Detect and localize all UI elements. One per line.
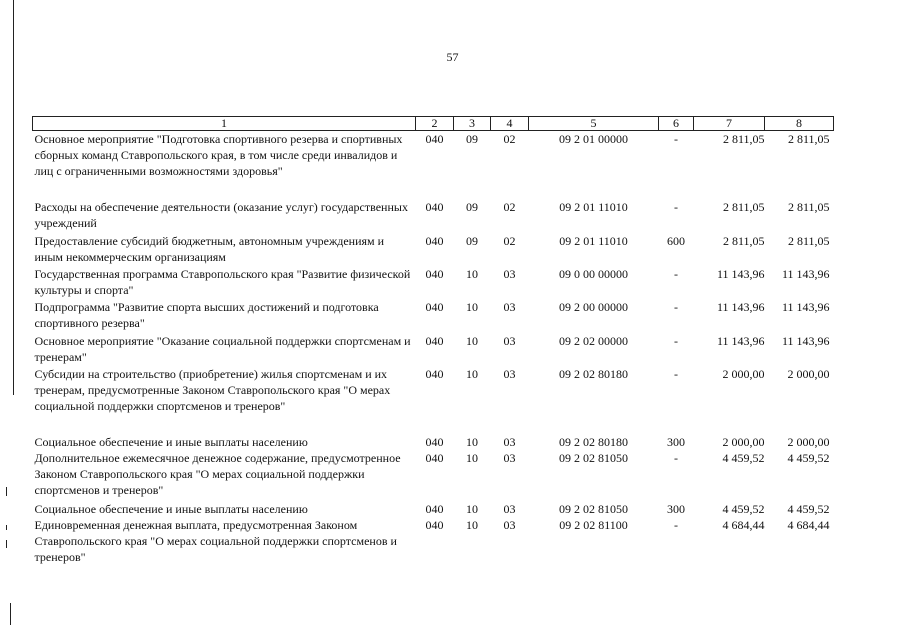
row-name: Единовременная денежная выплата, предусмотренная Законом Ставропольского края "О мерах социальной поддержки спортсменов и тренеров" <box>34 517 397 564</box>
row-name: Основное мероприятие "Оказание социальной поддержки спортсменам и тренерам" <box>34 333 411 364</box>
row-name: Субсидии на строительство (приобретение) жилья спортсменам и их тренерам, предусмотренные Законом Ставропольского края "О мерах социальной поддержки спортсменов и тренеров" <box>34 366 391 413</box>
column-header: 2 <box>416 117 454 131</box>
cell-expense-type: - <box>674 299 678 314</box>
cell-section: 10 <box>466 366 478 381</box>
row-name: Основное мероприятие "Подготовка спортивного резерва и спортивных сборных команд Ставропольского края, в том числе среди инвалидов и лиц с ограниченными возможностями здоровья" <box>34 132 403 178</box>
cell-amount-2: 4 459,52 <box>787 450 830 465</box>
table-row <box>33 501 834 517</box>
table-row <box>33 333 834 366</box>
cell-section: 09 <box>466 199 478 214</box>
cell-amount-2: 4 684,44 <box>787 517 830 532</box>
row-name: Предоставление субсидий бюджетным, автономным учреждениям и иным некоммерческим организациям <box>34 233 385 264</box>
cell-target-article: 09 2 01 00000 <box>559 132 628 146</box>
table-row <box>33 450 834 501</box>
scan-edge-mark <box>6 540 7 548</box>
cell-section: 10 <box>466 266 478 281</box>
cell-ministry: 040 <box>425 132 444 146</box>
cell-subsection: 03 <box>503 266 516 281</box>
cell-expense-type: 300 <box>667 501 685 516</box>
cell-amount-2: 11 143,96 <box>781 333 830 348</box>
table-row <box>33 131 834 199</box>
cell-target-article: 09 2 01 11010 <box>559 233 628 248</box>
cell-target-article: 09 2 00 00000 <box>559 299 628 314</box>
cell-amount-2: 11 143,96 <box>781 266 830 281</box>
cell-subsection: 02 <box>503 132 516 146</box>
cell-ministry: 040 <box>425 501 444 516</box>
cell-amount-2: 2 811,05 <box>787 233 830 248</box>
table-row <box>33 266 834 299</box>
cell-amount: 4 459,52 <box>722 501 765 516</box>
cell-subsection: 02 <box>503 233 516 248</box>
cell-expense-type: - <box>674 333 678 348</box>
table-row <box>33 434 834 450</box>
row-name: Государственная программа Ставропольского края "Развитие физической культуры и спорта" <box>34 266 411 297</box>
row-name: Подпрограмма "Развитие спорта высших достижений и подготовка спортивного резерва" <box>34 299 379 330</box>
cell-ministry: 040 <box>425 517 444 532</box>
cell-amount: 11 143,96 <box>716 333 765 348</box>
cell-expense-type: - <box>674 450 678 465</box>
row-name: Расходы на обеспечение деятельности (оказание услуг) государственных учреждений <box>34 199 408 230</box>
scan-edge-mark <box>10 603 11 625</box>
cell-amount: 2 811,05 <box>722 132 765 146</box>
cell-target-article: 09 2 02 81100 <box>559 517 628 532</box>
cell-amount: 11 143,96 <box>716 266 765 281</box>
column-header: 4 <box>491 117 529 131</box>
row-name: Социальное обеспечение и иные выплаты населению <box>34 434 308 449</box>
table-header-row <box>33 117 834 131</box>
cell-section: 09 <box>466 132 478 146</box>
cell-section: 10 <box>466 299 478 314</box>
scan-edge-mark <box>6 487 7 496</box>
cell-amount-2: 2 811,05 <box>787 199 830 214</box>
cell-ministry: 040 <box>425 266 444 281</box>
cell-subsection: 03 <box>503 450 516 465</box>
cell-target-article: 09 2 02 00000 <box>559 333 628 348</box>
cell-expense-type: - <box>674 517 678 532</box>
cell-amount: 11 143,96 <box>716 299 765 314</box>
cell-subsection: 03 <box>503 366 516 381</box>
cell-ministry: 040 <box>425 450 444 465</box>
cell-section: 10 <box>466 450 478 465</box>
cell-ministry: 040 <box>425 233 444 248</box>
row-name: Дополнительное ежемесячное денежное содержание, предусмотренное Законом Ставропольского края "О мерах социальной поддержки спортсменов и тренеров" <box>34 450 401 497</box>
cell-expense-type: 600 <box>667 233 685 248</box>
cell-amount-2: 2 000,00 <box>787 434 830 449</box>
cell-subsection: 03 <box>503 501 516 516</box>
cell-subsection: 03 <box>503 299 516 314</box>
cell-expense-type: - <box>674 266 678 281</box>
cell-expense-type: - <box>674 132 678 146</box>
cell-expense-type: - <box>674 199 678 214</box>
row-name: Социальное обеспечение и иные выплаты населению <box>34 501 308 516</box>
table-row <box>33 199 834 233</box>
cell-section: 10 <box>466 333 478 348</box>
column-header: 7 <box>694 117 765 131</box>
cell-ministry: 040 <box>425 199 444 214</box>
cell-amount-2: 4 459,52 <box>787 501 830 516</box>
cell-amount-2: 2 000,00 <box>787 366 830 381</box>
cell-amount: 2 000,00 <box>722 434 765 449</box>
cell-section: 10 <box>466 501 478 516</box>
cell-target-article: 09 2 01 11010 <box>559 199 628 214</box>
cell-ministry: 040 <box>425 434 444 449</box>
scan-edge-mark <box>6 525 7 530</box>
cell-ministry: 040 <box>425 366 444 381</box>
column-header: 8 <box>765 117 834 131</box>
cell-section: 09 <box>466 233 478 248</box>
cell-subsection: 03 <box>503 434 516 449</box>
cell-amount: 2 811,05 <box>722 199 765 214</box>
cell-target-article: 09 2 02 81050 <box>559 450 628 465</box>
cell-amount-2: 11 143,96 <box>781 299 830 314</box>
cell-expense-type: - <box>674 366 678 381</box>
budget-table <box>32 116 834 567</box>
cell-ministry: 040 <box>425 333 444 348</box>
cell-expense-type: 300 <box>667 434 685 449</box>
page-number: 57 <box>446 50 459 64</box>
cell-amount: 4 459,52 <box>722 450 765 465</box>
cell-target-article: 09 2 02 80180 <box>559 434 628 449</box>
cell-subsection: 03 <box>503 517 516 532</box>
cell-amount: 2 000,00 <box>722 366 765 381</box>
cell-amount-2: 2 811,05 <box>787 132 830 146</box>
column-header: 6 <box>659 117 694 131</box>
cell-amount: 4 684,44 <box>722 517 765 532</box>
cell-amount: 2 811,05 <box>722 233 765 248</box>
column-header: 3 <box>454 117 491 131</box>
cell-section: 10 <box>466 517 478 532</box>
table-row <box>33 366 834 434</box>
cell-target-article: 09 2 02 81050 <box>559 501 628 516</box>
cell-target-article: 09 0 00 00000 <box>559 266 628 281</box>
table-row <box>33 233 834 266</box>
table-row <box>33 299 834 333</box>
column-header: 1 <box>33 117 416 131</box>
column-header: 5 <box>529 117 659 131</box>
cell-target-article: 09 2 02 80180 <box>559 366 628 381</box>
cell-subsection: 03 <box>503 333 516 348</box>
cell-ministry: 040 <box>425 299 444 314</box>
table-row <box>33 517 834 567</box>
cell-section: 10 <box>466 434 478 449</box>
cell-subsection: 02 <box>503 199 516 214</box>
